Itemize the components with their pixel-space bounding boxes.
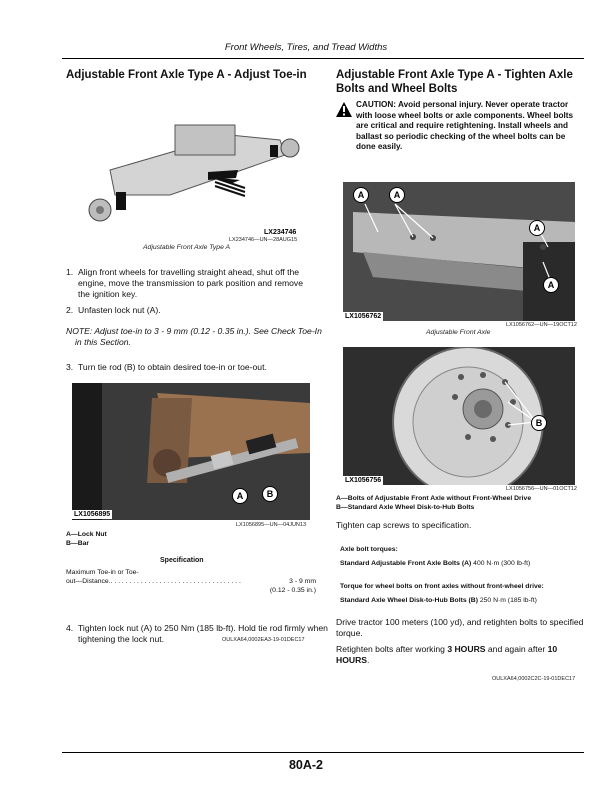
caution-text: CAUTION: Avoid personal injury. Never operate tractor with loose wheel bolts or axle components. Wheel bolts are critical and require retightening. Install wheels and ballast so periodic checking of the wheel bolts can be done easily. — [356, 100, 574, 151]
callout-a: A — [353, 187, 369, 203]
fig2-legend: A—Lock Nut B—Bar — [66, 531, 107, 547]
header-rule — [62, 58, 584, 59]
footer-rule — [62, 752, 584, 753]
axle-bolts-drawing — [343, 182, 575, 321]
fig1-caption: Adjustable Front Axle Type A — [143, 244, 231, 251]
torque-heading-1: Axle bolt torques: — [340, 546, 398, 553]
callout-b: B — [262, 486, 278, 502]
torque-line-1: Standard Adjustable Front Axle Bolts (A) 400 N·m (300 lb-ft) — [340, 560, 531, 567]
list-item: 1. Align front wheels for travelling straight ahead, shut off the engine, move the transmission to park position and remove the ignition key. — [66, 267, 303, 299]
spec-block: Maximum Toe-in or Toe- out—Distance. . . . . . . . . . . . . . . . . . . . . . . . . . . . . . . . . . . . 3 - 9 mm (0.12 - 0.35 in.) — [66, 569, 316, 594]
axle-bolts-photo — [343, 182, 575, 321]
list-item: 2. Unfasten lock nut (A). — [66, 305, 161, 315]
toe-in-note: NOTE: Adjust toe-in to 3 - 9 mm (0.12 - 0.35 in.). See Check Toe-In in this Section. — [66, 326, 322, 347]
callout-a: A — [543, 277, 559, 293]
warning-icon — [336, 102, 352, 117]
torque-line-2: Standard Axle Wheel Disk-to-Hub Bolts (B) 250 N·m (185 lb-ft) — [340, 597, 537, 604]
page-number: 80A-2 — [288, 758, 324, 772]
callout-a: A — [232, 488, 248, 504]
list-item: 4. Tighten lock nut (A) to 250 Nm (185 lb-ft). Hold tie rod firmly when tightening the lock nut. — [66, 623, 328, 644]
callout-a: A — [389, 187, 405, 203]
fig3-ref: LX1056762—UN—19OCT12 — [506, 322, 577, 328]
callout-a: A — [529, 220, 545, 236]
caution-block — [336, 100, 586, 153]
fig2-ref: LX1056895—UN—04JUN13 — [236, 522, 307, 528]
fig2-label: LX1056895 — [74, 511, 111, 518]
spec-heading: Specification — [160, 557, 204, 564]
right-section-title: Adjustable Front Axle Type A - Tighten Axle Bolts and Wheel Bolts — [336, 69, 573, 95]
wheel-photo — [343, 347, 575, 485]
fig1-ref: LX234746—UN—28AUG15 — [229, 237, 298, 243]
tie-rod-photo — [72, 383, 310, 520]
fig3-caption: Adjustable Front Axle — [426, 329, 491, 336]
axle-illustration — [80, 100, 310, 230]
left-doc-ref: OULXA64,0002EA3-19-01DEC17 — [222, 637, 305, 643]
fig1-label: LX234746 — [264, 229, 297, 236]
fig3-label: LX1056762 — [345, 313, 382, 320]
list-item: 3. Turn tie rod (B) to obtain desired toe-in or toe-out. — [66, 362, 267, 372]
right-doc-ref: OULXA64,0002C2C-19-01DEC17 — [492, 676, 576, 682]
callout-b: B — [531, 415, 547, 431]
left-section-title: Adjustable Front Axle Type A - Adjust Toe-in — [66, 69, 307, 81]
axle-drawing — [80, 100, 310, 230]
fig4-legend: A—Bolts of Adjustable Front Axle without Front-Wheel Drive B—Standard Axle Wheel Disk-to-Hub Bolts — [336, 495, 532, 511]
fig4-label: LX1056756 — [345, 477, 382, 484]
running-header: Front Wheels, Tires, and Tread Widths — [224, 42, 388, 53]
retighten-text: Retighten bolts after working 3 HOURS and again after 10 HOURS. — [336, 644, 558, 665]
tighten-text: Tighten cap screws to specification. — [336, 520, 472, 530]
steps-list — [66, 267, 316, 321]
drive-text: Drive tractor 100 meters (100 yd), and retighten bolts to specified torque. — [336, 617, 584, 638]
fig4-ref: LX1056756—UN—01OCT12 — [506, 486, 577, 492]
torque-heading-2: Torque for wheel bolts on front axles without front-wheel drive: — [340, 583, 544, 590]
